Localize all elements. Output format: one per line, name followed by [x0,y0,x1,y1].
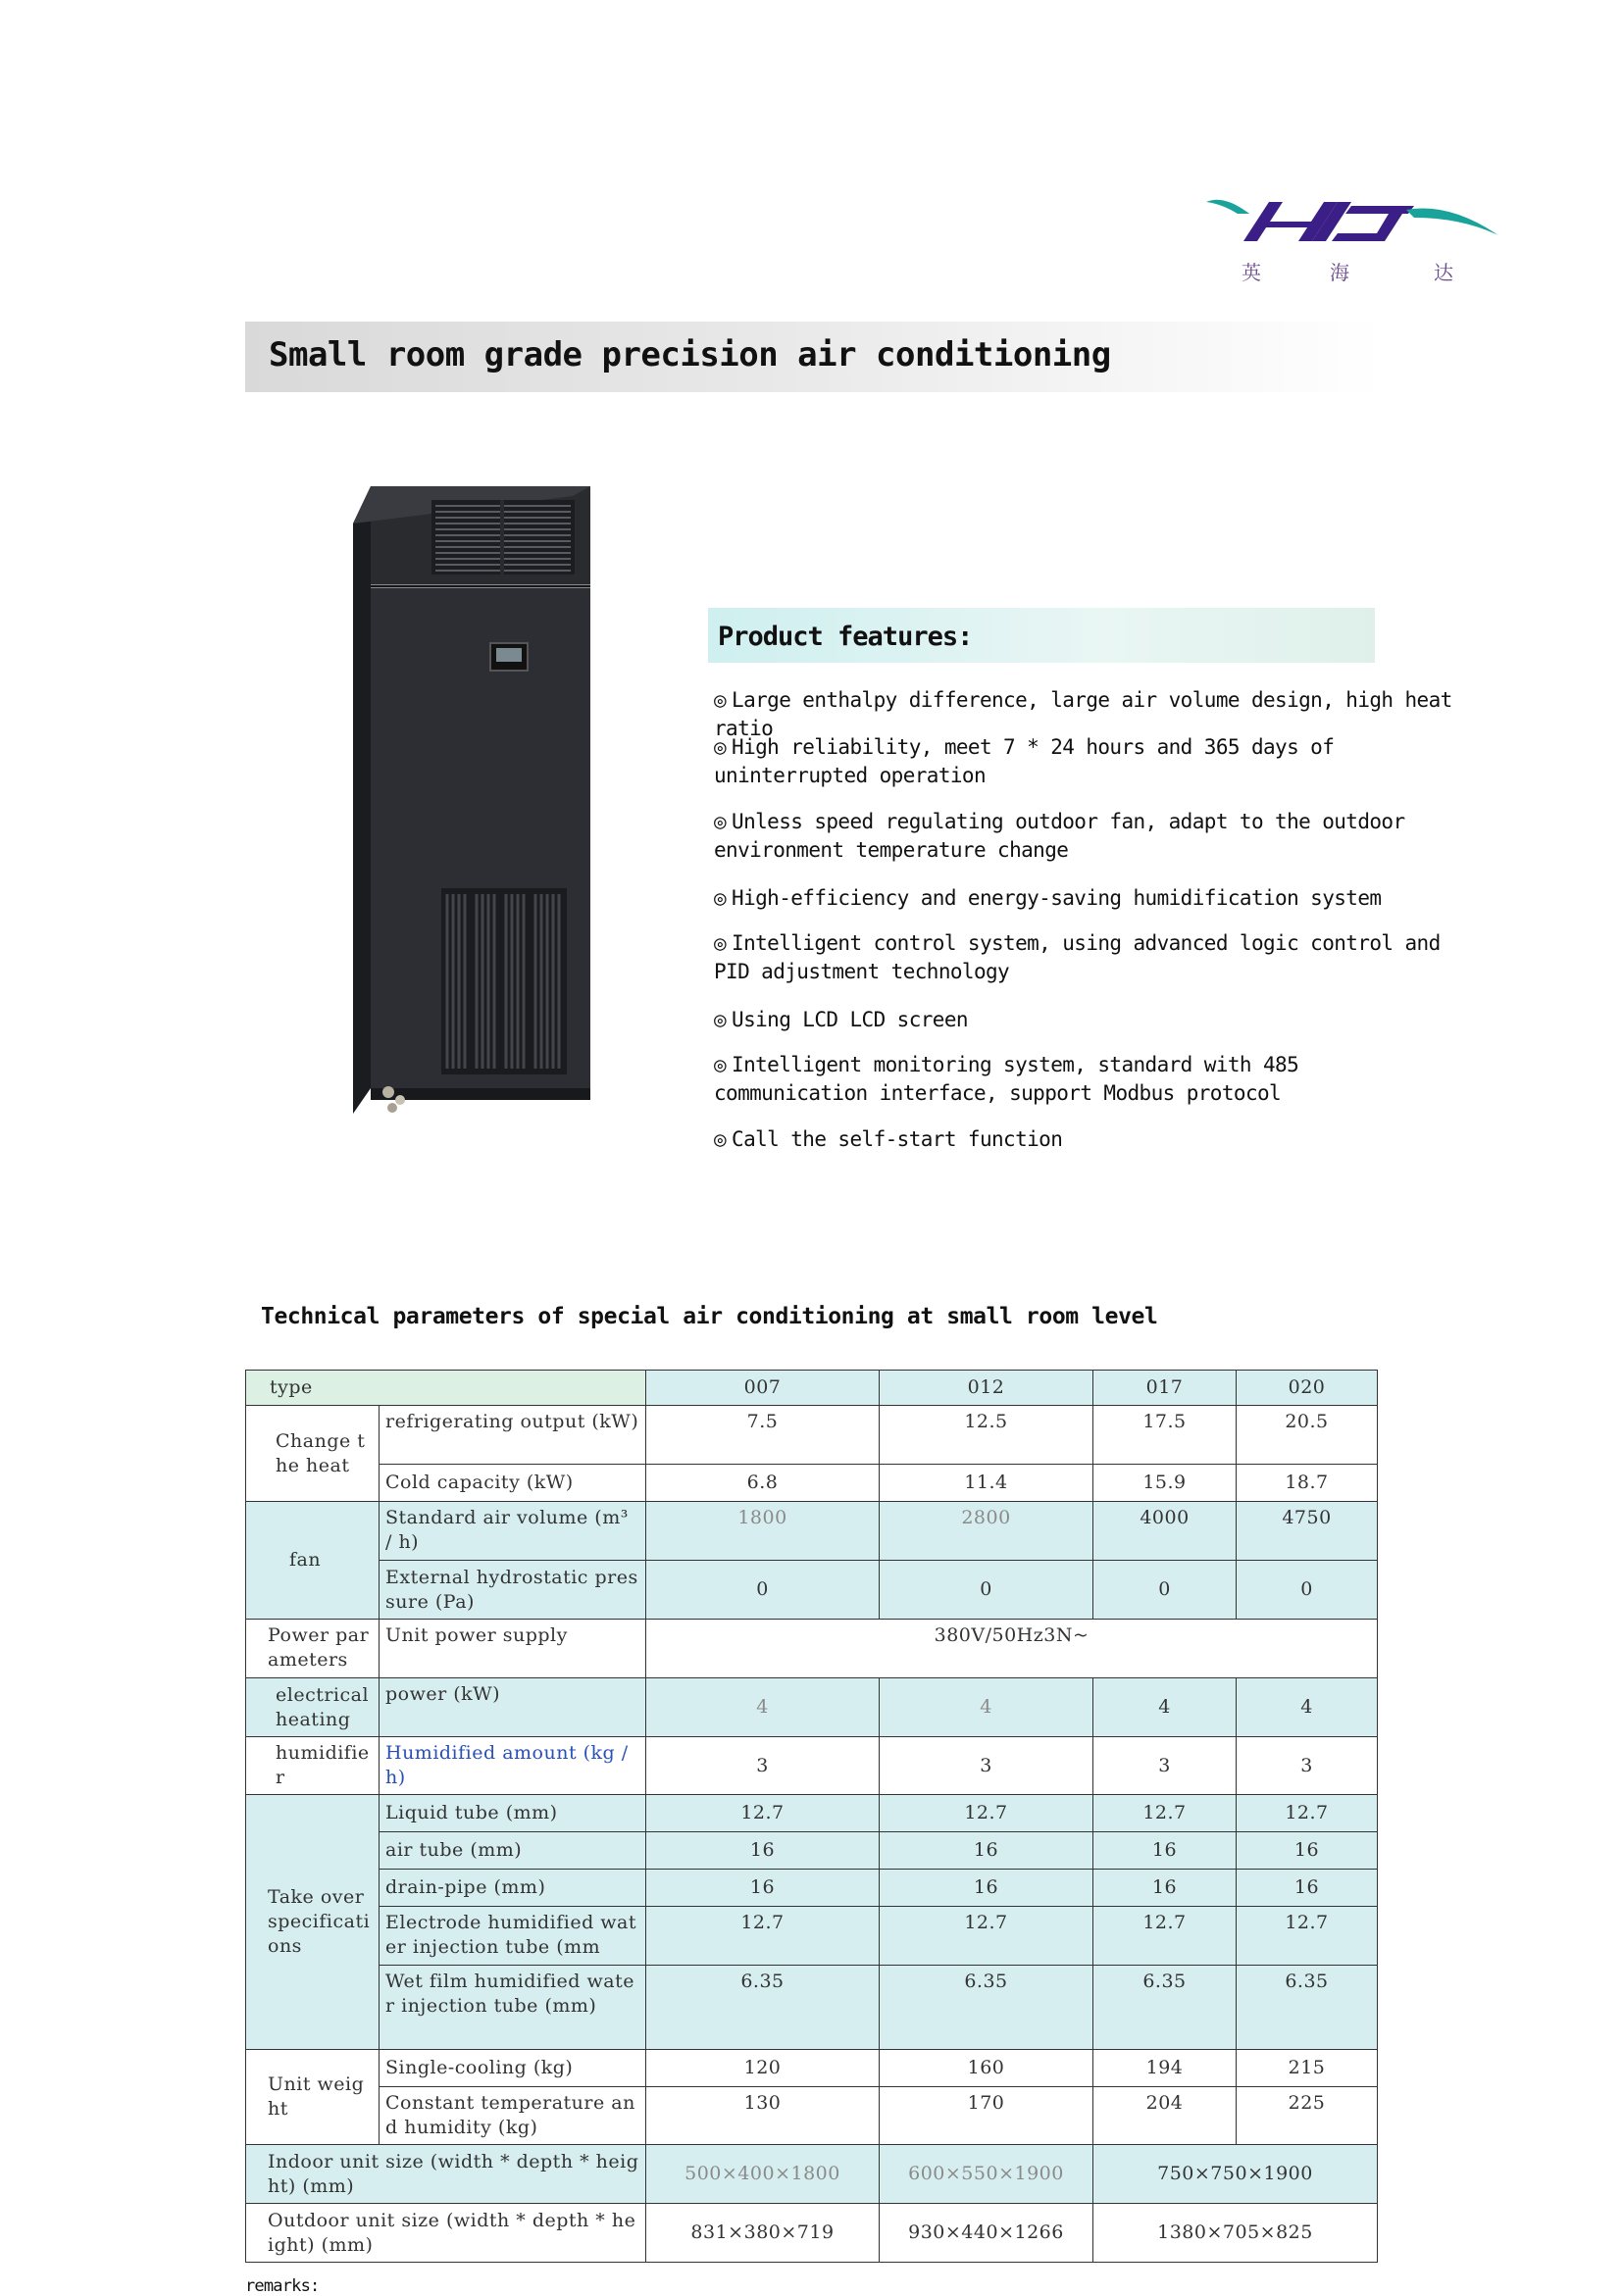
table-cell: 12.5 [880,1406,1093,1465]
table-cell: 12.7 [1093,1907,1237,1966]
company-logo [1204,192,1498,294]
title-band [245,322,1383,392]
spec-table [245,1370,1378,2263]
row-group-label: Indoor unit size (width * depth * height) (mm) [246,2145,646,2204]
param-label: air tube (mm) [380,1832,646,1870]
table-cell: 16 [880,1870,1093,1907]
table-cell: 1800 [646,1502,880,1561]
table-row [246,1678,1378,1737]
bullet-icon: ◎ [714,810,727,833]
table-cell: 215 [1237,2050,1378,2087]
table-row [246,1465,1378,1502]
param-label: drain-pipe (mm) [380,1870,646,1907]
table-cell-merged: 1380×705×825 [1093,2204,1378,2263]
table-cell: 4 [880,1678,1093,1737]
logo-char-2: 海 [1330,261,1349,284]
table-cell: 930×440×1266 [880,2204,1093,2263]
table-cell: 12.7 [1237,1795,1378,1832]
table-cell: 16 [880,1832,1093,1870]
bullet-icon: ◎ [714,886,727,910]
table-cell: 12.7 [646,1795,880,1832]
table-cell: 194 [1093,2050,1237,2087]
table-cell-merged: 750×750×1900 [1093,2145,1378,2204]
table-row [246,1795,1378,1832]
model-header: 012 [880,1371,1093,1406]
logo-char-3: 达 [1434,261,1453,284]
feature-item [714,1125,1498,1154]
table-header-row [246,1371,1378,1406]
table-cell: 4 [646,1678,880,1737]
bullet-icon: ◎ [714,1053,727,1076]
table-cell: 0 [646,1561,880,1620]
feature-item [714,1051,1440,1108]
bullet-icon: ◎ [714,1008,727,1031]
feature-text: Call the self-start function [732,1127,1063,1151]
bullet-icon: ◎ [714,735,727,759]
table-cell: 12.7 [1237,1907,1378,1966]
row-group-label: humidifier [246,1737,380,1795]
table-cell: 0 [1093,1561,1237,1620]
table-row [246,1620,1378,1678]
feature-text: High-efficiency and energy-saving humidification system [732,886,1382,910]
table-cell: 16 [1093,1870,1237,1907]
param-label: External hydrostatic pressure (Pa) [380,1561,646,1620]
table-cell: 6.35 [1093,1966,1237,2050]
row-group-label: electrical heating [246,1678,380,1737]
table-cell: 4750 [1237,1502,1378,1561]
param-label: power (kW) [380,1678,646,1737]
table-cell: 16 [646,1870,880,1907]
table-cell: 4 [1237,1678,1378,1737]
table-cell: 0 [880,1561,1093,1620]
row-group-label: Take over specifications [246,1795,380,2050]
table-cell: 3 [880,1737,1093,1795]
table-row [246,2050,1378,2087]
param-label: Constant temperature and humidity (kg) [380,2087,646,2145]
param-label: Humidified amount (kg / h) [380,1737,646,1795]
product-image [333,476,608,1123]
features-heading-band [708,608,1375,663]
feature-text: Intelligent control system, using advanced logic control and PID adjustment technology [714,931,1441,983]
model-header: 017 [1093,1371,1237,1406]
table-cell: 160 [880,2050,1093,2087]
table-row [246,2204,1378,2263]
table-row [246,1737,1378,1795]
param-label: Wet film humidified water injection tube (mm) [380,1966,646,2050]
remarks-label: remarks: [245,2276,320,2296]
table-row [246,2087,1378,2145]
page-title: Small room grade precision air conditioning [269,335,1111,374]
table-row [246,1966,1378,2050]
feature-text: Intelligent monitoring system, standard with 485 communication interface, support Modbus protocol [714,1053,1299,1105]
table-cell: 12.7 [646,1907,880,1966]
table-cell: 2800 [880,1502,1093,1561]
table-cell: 16 [1093,1832,1237,1870]
table-cell: 0 [1237,1561,1378,1620]
feature-text: Unless speed regulating outdoor fan, adapt to the outdoor environment temperature change [714,810,1405,862]
table-row [246,1502,1378,1561]
bullet-icon: ◎ [714,931,727,955]
table-cell: 16 [1237,1870,1378,1907]
table-row [246,1907,1378,1966]
table-cell: 12.7 [1093,1795,1237,1832]
table-cell: 17.5 [1093,1406,1237,1465]
feature-text: Using LCD LCD screen [732,1008,968,1031]
table-row [246,1561,1378,1620]
param-label: Single-cooling (kg) [380,2050,646,2087]
table-row [246,1870,1378,1907]
table-cell: 600×550×1900 [880,2145,1093,2204]
table-cell: 18.7 [1237,1465,1378,1502]
table-cell: 500×400×1800 [646,2145,880,2204]
row-group-label: Change the heat [246,1406,380,1502]
table-cell: 3 [646,1737,880,1795]
logo-char-1: 英 [1242,261,1261,284]
bullet-icon: ◎ [714,1127,727,1151]
table-cell: 16 [646,1832,880,1870]
row-group-label: fan [246,1502,380,1620]
row-group-label: Power parameters [246,1620,380,1678]
table-cell-merged: 380V/50Hz3N~ [646,1620,1378,1678]
table-cell: 204 [1093,2087,1237,2145]
param-label: Electrode humidified water injection tube (mm [380,1907,646,1966]
param-label: Cold capacity (kW) [380,1465,646,1502]
param-label: Liquid tube (mm) [380,1795,646,1832]
table-row [246,1406,1378,1465]
table-cell: 7.5 [646,1406,880,1465]
table-cell: 6.8 [646,1465,880,1502]
feature-item [714,884,1498,913]
table-cell: 15.9 [1093,1465,1237,1502]
table-cell: 3 [1237,1737,1378,1795]
table-cell: 130 [646,2087,880,2145]
table-row [246,2145,1378,2204]
param-label: refrigerating output (kW) [380,1406,646,1465]
feature-item [714,808,1479,865]
table-cell: 831×380×719 [646,2204,880,2263]
features-heading: Product features: [718,622,973,652]
table-cell: 11.4 [880,1465,1093,1502]
table-row [246,1832,1378,1870]
table-cell: 6.35 [880,1966,1093,2050]
feature-text: High reliability, meet 7 * 24 hours and 365 days of uninterrupted operation [714,735,1335,787]
feature-item [714,929,1459,986]
table-title: Technical parameters of special air conditioning at small room level [261,1304,1158,1329]
table-cell: 20.5 [1237,1406,1378,1465]
table-cell: 3 [1093,1737,1237,1795]
table-cell: 120 [646,2050,880,2087]
feature-item [714,733,1479,790]
model-header: 020 [1237,1371,1378,1406]
feature-text: Large enthalpy difference, large air volume design, high heat ratio [714,688,1452,740]
table-cell: 4 [1093,1678,1237,1737]
model-header: 007 [646,1371,880,1406]
table-cell: 12.7 [880,1907,1093,1966]
row-group-label: Unit weight [246,2050,380,2145]
feature-item [714,1006,1498,1034]
table-cell: 12.7 [880,1795,1093,1832]
bullet-icon: ◎ [714,688,727,712]
table-cell: 6.35 [1237,1966,1378,2050]
table-cell: 6.35 [646,1966,880,2050]
table-cell: 4000 [1093,1502,1237,1561]
logo-mark-icon [1204,192,1498,257]
table-cell: 225 [1237,2087,1378,2145]
header-type-label: type [246,1371,646,1406]
row-group-label: Outdoor unit size (width * depth * height) (mm) [246,2204,646,2263]
param-label: Standard air volume (m³ / h) [380,1502,646,1561]
table-cell: 170 [880,2087,1093,2145]
table-cell: 16 [1237,1832,1378,1870]
param-label: Unit power supply [380,1620,646,1678]
